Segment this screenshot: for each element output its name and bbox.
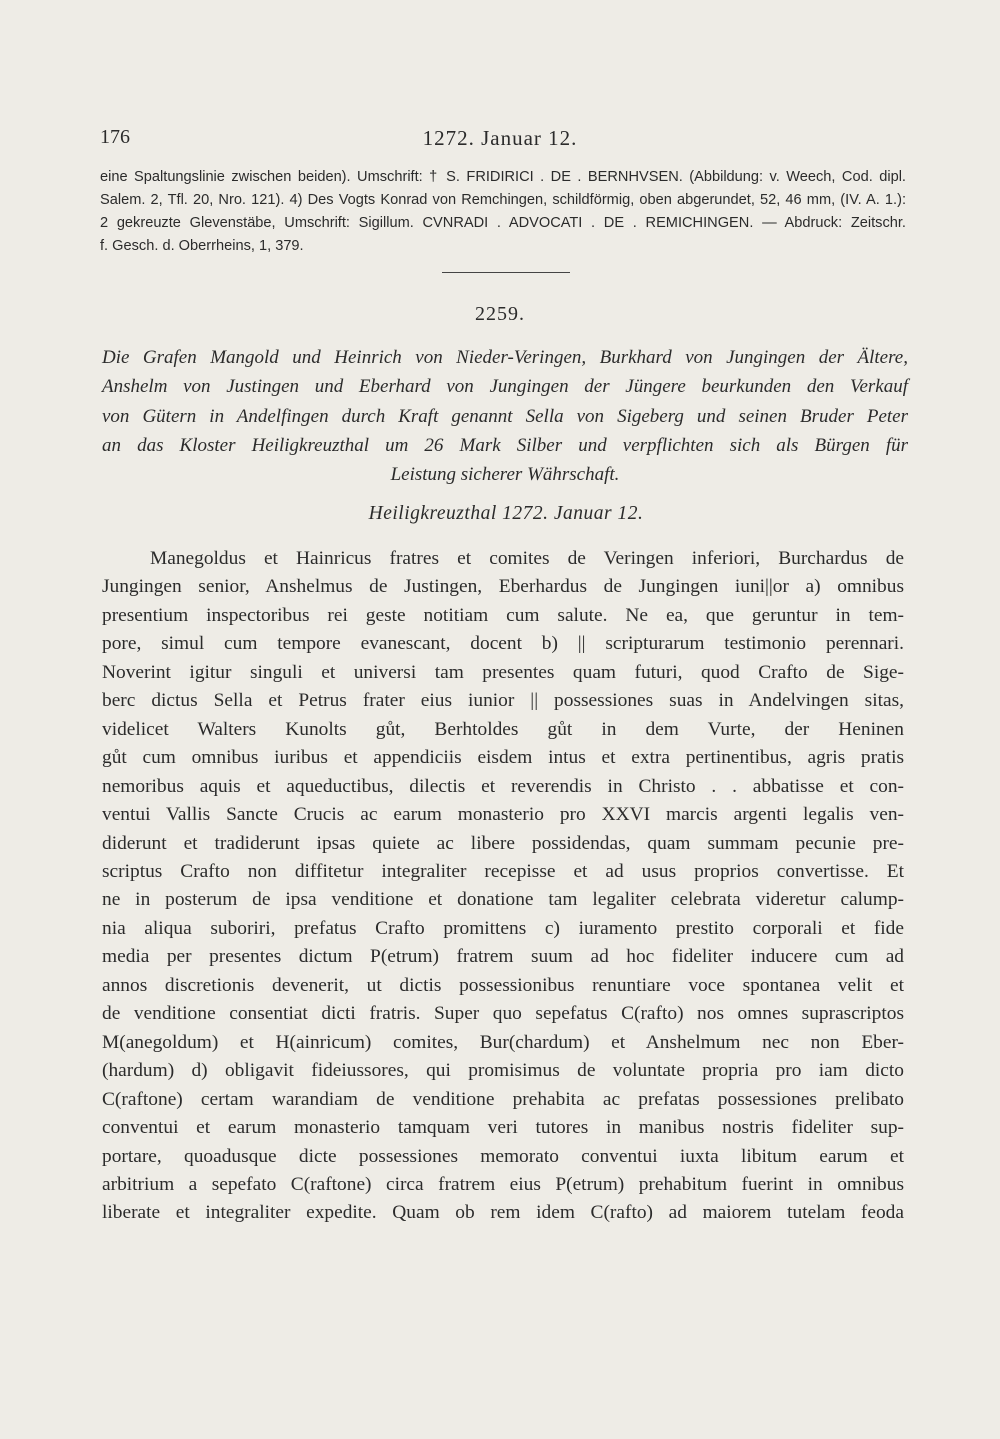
text-line: Noverint igitur singuli et universi tam presentes quam futuri, quod Crafto de Sige-: [102, 661, 904, 683]
footnote-continuation: [100, 166, 906, 258]
text-line: ne in posterum de ipsa venditione et donatione tam legaliter celebrata videretur calump-: [102, 889, 904, 911]
regest-summary: [102, 343, 908, 489]
footnote-line: f. Gesch. d. Oberrheins, 1, 379.: [100, 238, 304, 254]
text-line: scriptus Crafto non diffitetur integraliter recepisse et ad usus proprios convertisse. Et: [102, 860, 904, 882]
text-line: videlicet Walters Kunolts gůt, Berhtoldes gůt in dem Vurte, der Heninen: [102, 718, 904, 740]
text-line: annos discretionis devenerit, ut dictis possessionibus renuntiare voce spontanea velit et: [102, 974, 904, 996]
text-line: arbitrium a sepefato C(raftone) circa fratrem eius P(etrum) prehabitum fuerint in omnibus: [102, 1173, 904, 1195]
footnote-line: 2 gekreuzte Glevenstäbe, Umschrift: Sigillum. CVNRADI . ADVOCATI . DE . REMICHINGEN. — Abdruck: Zeitschr.: [100, 215, 906, 231]
text-line: de venditione consentiat dicti fratris. Super quo sepefatus C(rafto) nos omnes suprascriptos: [102, 1003, 904, 1025]
regest-line: an das Kloster Heiligkreuzthal um 26 Mark Silber und verpflichten sich als Bürgen für: [102, 434, 908, 456]
text-line: portare, quoadusque dicte possessiones memorato conventui iuxta libitum earum et: [102, 1145, 904, 1167]
text-line: berc dictus Sella et Petrus frater eius iunior || possessiones suas in Andelvingen sitas,: [102, 690, 904, 712]
text-line: media per presentes dictum P(etrum) fratrem suum ad hoc fideliter inducere cum ad: [102, 946, 904, 968]
footnote-line: Salem. 2, Tfl. 20, Nro. 121). 4) Des Vogts Konrad von Remchingen, schildförmig, oben abgerundet, 52, 46 mm, (IV. A. 1.):: [100, 192, 906, 208]
document-number: 2259.: [475, 303, 525, 325]
text-line: presentium inspectoribus rei geste notitiam cum salute. Ne ea, que geruntur in tem-: [102, 604, 904, 626]
text-line: Manegoldus et Hainricus fratres et comites de Veringen inferiori, Burchardus de: [150, 548, 904, 569]
text-line: C(raftone) certam warandiam de venditione prehabita ac prefatas possessiones prelibato: [102, 1088, 904, 1110]
separator-rule: [442, 272, 570, 273]
text-line: ventui Vallis Sancte Crucis ac earum monasterio pro XXVI marcis argenti legalis ven-: [102, 804, 904, 826]
date-place: Heiligkreuzthal 1272. Januar 12.: [368, 503, 644, 524]
running-head-date: 1272. Januar 12.: [422, 126, 578, 150]
text-line: nia aliqua suboriri, prefatus Crafto promittens c) iuramento prestito corporali et fide: [102, 917, 904, 939]
regest-line: Leistung sicherer Währschaft.: [390, 464, 620, 486]
text-line: conventui et earum monasterio tamquam veri tutores in manibus nostris fideliter sup-: [102, 1117, 904, 1139]
charter-text: [102, 545, 904, 1228]
text-line: nemoribus aquis et aqueductibus, dilectis et reverendis in Christo . . abbatisse et con-: [102, 775, 904, 797]
regest-line: von Gütern in Andelfingen durch Kraft genannt Sella von Sigeberg und seinen Bruder Peter: [102, 405, 908, 427]
text-line: (hardum) d) obligavit fideiussores, qui promisimus de voluntate propria pro iam dicto: [102, 1060, 904, 1082]
text-line: gůt cum omnibus iuribus et appendiciis eisdem intus et extra pertinentibus, agris pratis: [102, 747, 904, 769]
text-line: liberate et integraliter expedite. Quam ob rem idem C(rafto) ad maiorem tutelam feoda: [102, 1202, 904, 1224]
text-line: M(anegoldum) et H(ainricum) comites, Bur(chardum) et Anshelmum nec non Eber-: [102, 1031, 904, 1053]
text-line: pore, simul cum tempore evanescant, docent b) || scripturarum testimonio perennari.: [102, 633, 904, 655]
footnote-line: eine Spaltungslinie zwischen beiden). Umschrift: † S. FRIDIRICI . DE . BERNHVSEN. (Abbildung: v. Weech, Cod. dipl.: [100, 169, 906, 185]
regest-line: Die Grafen Mangold und Heinrich von Nieder-Veringen, Burkhard von Jungingen der Ältere,: [102, 347, 908, 368]
running-head: [100, 126, 900, 156]
text-line: diderunt et tradiderunt ipsas quiete ac libere possidendas, quam summam pecunie pre-: [102, 832, 904, 854]
regest-line: Anshelm von Justingen und Eberhard von Jungingen der Jüngere beurkunden den Verkauf: [102, 376, 908, 398]
text-line: Jungingen senior, Anshelmus de Justingen, Eberhardus de Jungingen iuni||or a) omnibus: [102, 576, 904, 598]
page-number: 176: [100, 126, 130, 148]
